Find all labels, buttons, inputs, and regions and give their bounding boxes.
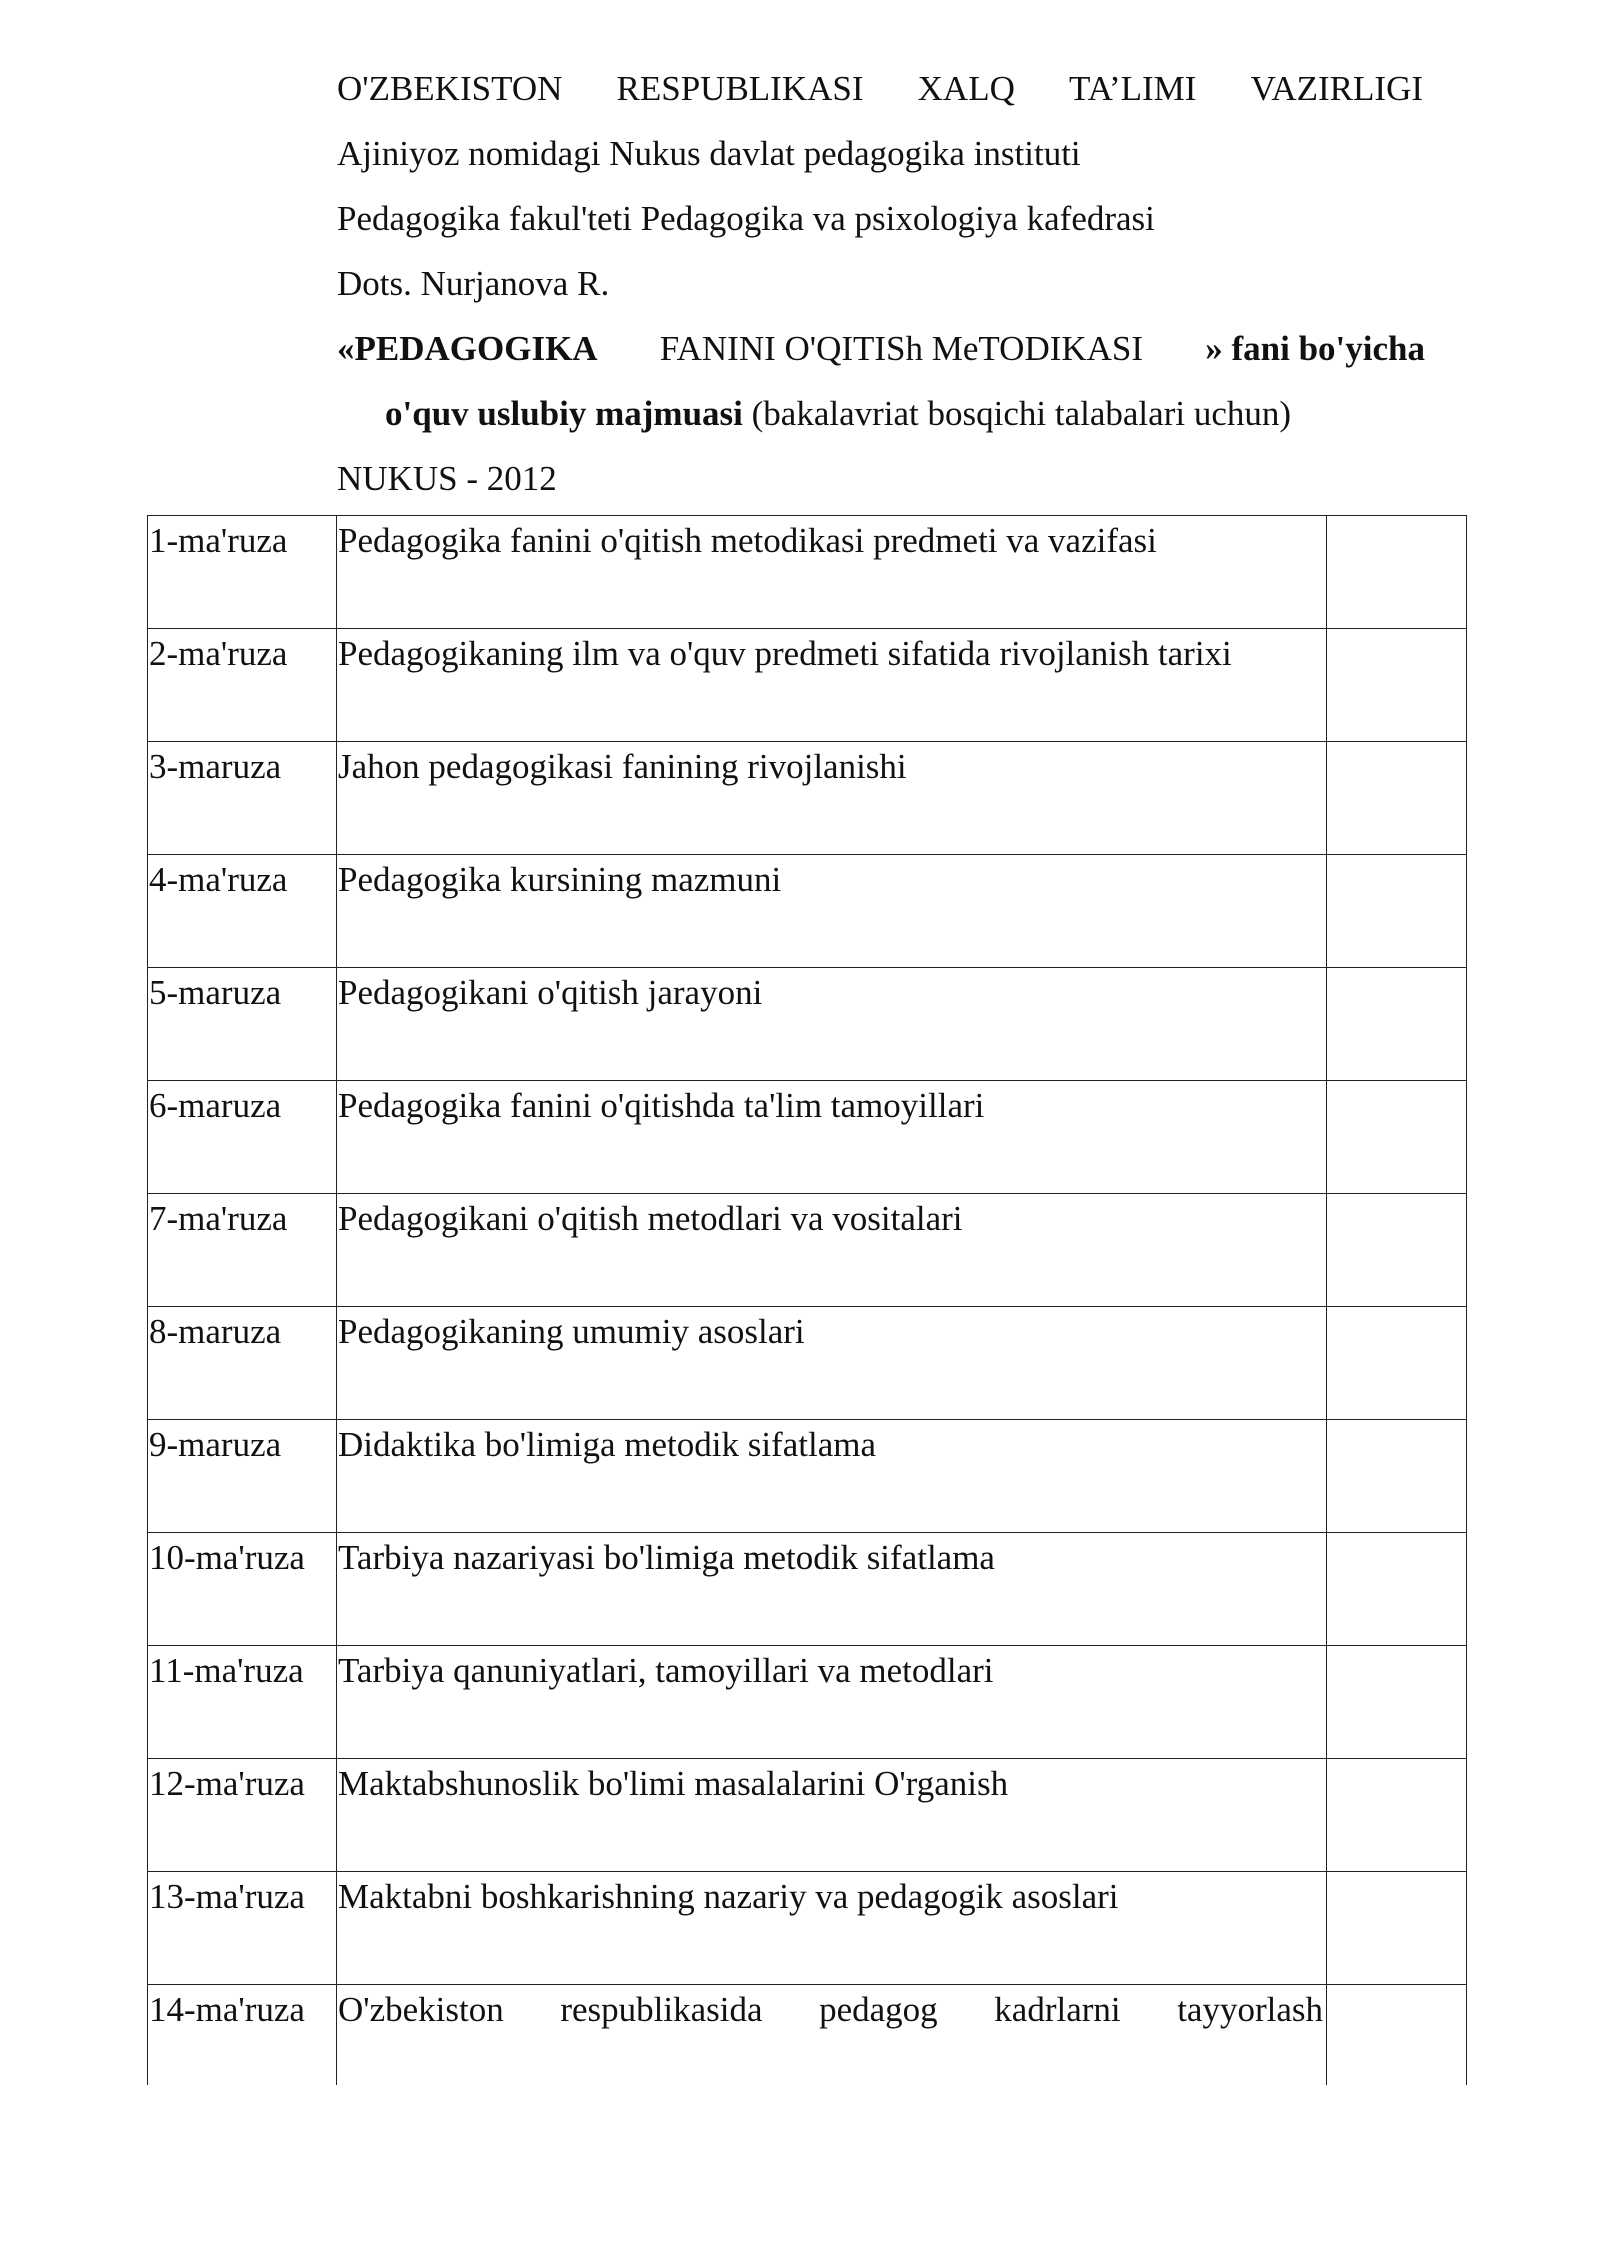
table-row bbox=[148, 516, 1467, 629]
lecture-number: 3-maruza bbox=[148, 742, 337, 855]
table-row bbox=[148, 1420, 1467, 1533]
empty-cell bbox=[1327, 1420, 1467, 1533]
table-row bbox=[148, 1194, 1467, 1307]
course-title-plain: FANINI O'QITISh MeTODIKASI bbox=[659, 329, 1144, 368]
lecture-number: 4-ma'ruza bbox=[148, 855, 337, 968]
table-row bbox=[148, 1081, 1467, 1194]
department-name: Pedagogika fakul'teti Pedagogika va psixologiya kafedrasi bbox=[337, 199, 1155, 238]
institute-name: Ajiniyoz nomidagi Nukus davlat pedagogika instituti bbox=[337, 134, 1081, 173]
lecture-number: 5-maruza bbox=[148, 968, 337, 1081]
lecture-topic: Pedagogika fanini o'qitish metodikasi predmeti va vazifasi bbox=[337, 516, 1327, 629]
ministry-word: VAZIRLIGI bbox=[1250, 69, 1423, 108]
course-subtitle-bold: o'quv uslubiy majmuasi bbox=[385, 394, 743, 433]
empty-cell bbox=[1327, 742, 1467, 855]
author-name: Dots. Nurjanova R. bbox=[337, 264, 610, 303]
lecture-topic: Pedagogikani o'qitish jarayoni bbox=[337, 968, 1327, 1081]
lecture-number: 12-ma'ruza bbox=[148, 1759, 337, 1872]
lecture-number: 8-maruza bbox=[148, 1307, 337, 1420]
ministry-word: TA’LIMI bbox=[1069, 69, 1197, 108]
lecture-number: 10-ma'ruza bbox=[148, 1533, 337, 1646]
empty-cell bbox=[1327, 1533, 1467, 1646]
table-row bbox=[148, 855, 1467, 968]
empty-cell bbox=[1327, 1646, 1467, 1759]
table-row bbox=[148, 629, 1467, 742]
lecture-number: 14-ma'ruza bbox=[148, 1985, 337, 2086]
empty-cell bbox=[1327, 1872, 1467, 1985]
empty-cell bbox=[1327, 1759, 1467, 1872]
empty-cell bbox=[1327, 968, 1467, 1081]
lecture-topic: Pedagogikani o'qitish metodlari va vositalari bbox=[337, 1194, 1327, 1307]
empty-cell bbox=[1327, 1307, 1467, 1420]
empty-cell bbox=[1327, 1985, 1467, 2086]
empty-cell bbox=[1327, 1081, 1467, 1194]
topic-word: O'zbekiston bbox=[338, 1990, 504, 2029]
lecture-topic: Jahon pedagogikasi fanining rivojlanishi bbox=[337, 742, 1327, 855]
lecture-topic-justified bbox=[338, 1989, 1323, 2031]
table-row bbox=[148, 968, 1467, 1081]
course-title-bold-start: «PEDAGOGIKA bbox=[337, 329, 598, 368]
course-title-bold-end: » fani bo'yicha bbox=[1205, 329, 1425, 368]
empty-cell bbox=[1327, 516, 1467, 629]
lecture-number: 7-ma'ruza bbox=[148, 1194, 337, 1307]
lecture-topic: Pedagogikaning umumiy asoslari bbox=[337, 1307, 1327, 1420]
lecture-topic: Didaktika bo'limiga metodik sifatlama bbox=[337, 1420, 1327, 1533]
document-header bbox=[337, 56, 1425, 511]
table-row bbox=[148, 1872, 1467, 1985]
empty-cell bbox=[1327, 629, 1467, 742]
lecture-number: 6-maruza bbox=[148, 1081, 337, 1194]
table-row bbox=[148, 1646, 1467, 1759]
lecture-number: 9-maruza bbox=[148, 1420, 337, 1533]
ministry-word: RESPUBLIKASI bbox=[616, 69, 864, 108]
lecture-topic: Maktabshunoslik bo'limi masalalarini O'rganish bbox=[337, 1759, 1327, 1872]
place-year: NUKUS - 2012 bbox=[337, 459, 557, 498]
lecture-table bbox=[147, 515, 1467, 2085]
topic-word: pedagog bbox=[819, 1990, 938, 2029]
lecture-topic bbox=[337, 1985, 1327, 2086]
topic-word: respublikasida bbox=[560, 1990, 763, 2029]
topic-word: tayyorlash bbox=[1177, 1990, 1323, 2029]
lecture-topic: Maktabni boshkarishning nazariy va pedagogik asoslari bbox=[337, 1872, 1327, 1985]
ministry-title bbox=[337, 56, 1423, 121]
table-row bbox=[148, 1759, 1467, 1872]
table-row bbox=[148, 742, 1467, 855]
table-row bbox=[148, 1533, 1467, 1646]
lecture-topic: Pedagogika fanini o'qitishda ta'lim tamoyillari bbox=[337, 1081, 1327, 1194]
empty-cell bbox=[1327, 1194, 1467, 1307]
course-subtitle-plain: (bakalavriat bosqichi talabalari uchun) bbox=[751, 394, 1292, 433]
lecture-number: 13-ma'ruza bbox=[148, 1872, 337, 1985]
table-row bbox=[148, 1307, 1467, 1420]
course-subtitle bbox=[337, 381, 1425, 446]
lecture-number: 2-ma'ruza bbox=[148, 629, 337, 742]
course-title bbox=[337, 316, 1425, 381]
ministry-word: XALQ bbox=[917, 69, 1015, 108]
ministry-word: O'ZBEKISTON bbox=[337, 69, 563, 108]
lecture-number: 1-ma'ruza bbox=[148, 516, 337, 629]
lecture-topic: Tarbiya nazariyasi bo'limiga metodik sifatlama bbox=[337, 1533, 1327, 1646]
empty-cell bbox=[1327, 855, 1467, 968]
topic-word: kadrlarni bbox=[994, 1990, 1121, 2029]
lecture-topic: Pedagogika kursining mazmuni bbox=[337, 855, 1327, 968]
lecture-topic: Tarbiya qanuniyatlari, tamoyillari va metodlari bbox=[337, 1646, 1327, 1759]
lecture-number: 11-ma'ruza bbox=[148, 1646, 337, 1759]
table-row bbox=[148, 1985, 1467, 2086]
lecture-topic: Pedagogikaning ilm va o'quv predmeti sifatida rivojlanish tarixi bbox=[337, 629, 1327, 742]
